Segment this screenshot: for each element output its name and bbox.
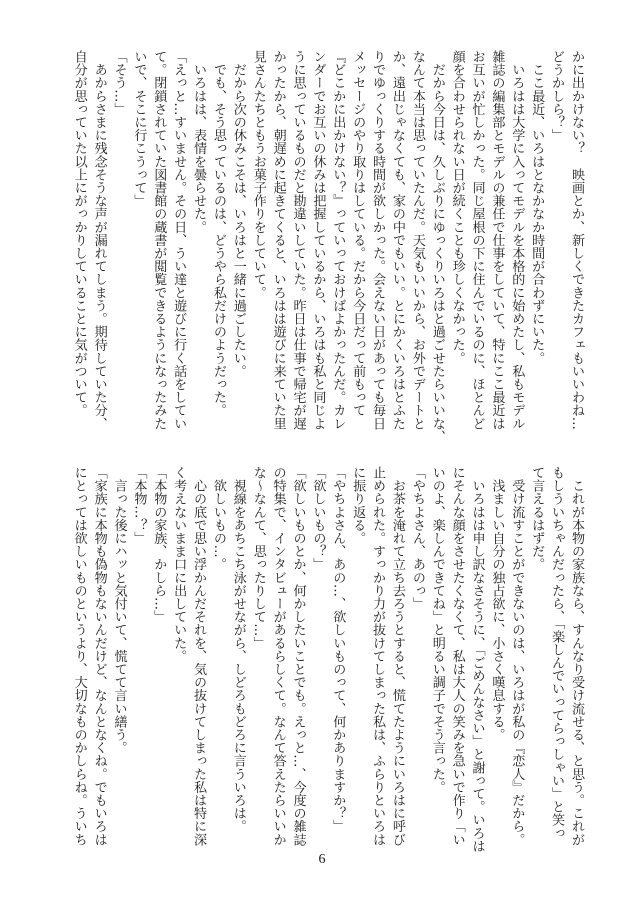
text-line: 止められた。すっかり力が抜けてしまった私は、ふらりといろは bbox=[370, 466, 386, 846]
text-line: にとっては欲しいものというより、大切なものかしらね。ういち bbox=[71, 466, 87, 846]
text-line: いろはは、表情を曇らせた。 bbox=[191, 50, 207, 234]
text-line: 「そう…」 bbox=[111, 50, 127, 116]
text-line: いろはは大学に入ってモデルを本格的に始めたし、私もモデル bbox=[509, 50, 525, 430]
text-line: どうかしら？」 bbox=[549, 50, 565, 142]
text-line: いろはは申し訳なさそうに、「ごめんなさい」と謝って。いろは bbox=[469, 466, 485, 853]
text-line: あからさまに残念そうな声が漏れてしまう。期待していた分、 bbox=[91, 50, 107, 430]
text-line: 「本物…？」 bbox=[131, 466, 147, 545]
text-line: ここ最近、いろはとなかなか時間が合わずにいた。 bbox=[529, 50, 545, 365]
text-line: 浅ましい自分の独占欲に、小さく嘆息する。 bbox=[489, 466, 505, 742]
text-line: て言えるはずだ。 bbox=[529, 466, 545, 571]
text-line: 「欲しいもの？」 bbox=[310, 466, 326, 571]
text-line: 「欲しいものとか、何かしたいことでも。えっと…、今度の雑誌 bbox=[290, 466, 306, 846]
text-line: 言った後にハッと気付いて、慌てて言い繕う。 bbox=[111, 466, 127, 755]
text-line: だから次の休みこそは、いろはと一緒に過ごしたい。 bbox=[230, 50, 246, 378]
text-line: お茶を淹れて立ち去ろうとすると、慌てたようにいろはに呼び bbox=[389, 466, 405, 846]
text-line: 欲しいもの…。 bbox=[210, 466, 226, 571]
text-line: 受け流すことができないのは、いろはが私の『恋人』だから。 bbox=[509, 466, 525, 846]
text-line: 「本物の家族、かしら…」 bbox=[151, 466, 167, 624]
text-line: な～なんて、思ったりして…」 bbox=[250, 466, 266, 650]
text-line: て。閉鎖されていた図書館の蔵書が閲覧できるようになったみた bbox=[151, 50, 167, 430]
text-line: 雑誌の編集部とモデルの兼任で仕事をしていて、特にここ最近は bbox=[489, 50, 505, 430]
text-line: りでゆっくりする時間が欲しかった。会えない日があっても毎日 bbox=[370, 50, 386, 430]
text-line: 『どこかに出かけない？』っていっておけばよかったんだ。カレ bbox=[330, 50, 346, 430]
text-line: かったから、朝遅めに起きてくると、いろはは遊びに来ていた里 bbox=[270, 50, 286, 430]
text-line: でも、そう思っているのは、どうやら私だけのようだった。 bbox=[210, 50, 226, 417]
text-line: にそんな顔をさせたくなくて、私は大人の笑みを急いで作り「い bbox=[449, 466, 465, 846]
text-line: なんて本当は思っていたんだ。天気もいいから、お外でデートと bbox=[409, 50, 425, 430]
text-line: かに出かけない？ 映画とか、新しくできたカフェもいいわね… bbox=[569, 50, 584, 430]
text-line: お互いが忙しかった。同じ屋根の下に住んでいるのに、ほとんど bbox=[469, 50, 485, 430]
text-line: もしういちゃんだったら、「楽しんでいってらっしゃい」と笑っ bbox=[549, 466, 565, 840]
text-line: いで、そこに行こうって」 bbox=[131, 50, 147, 208]
text-line: に振り返る。 bbox=[350, 466, 366, 545]
text-line: か、遠出じゃなくても、家の中でもいい。とにかくいろはとふた bbox=[389, 50, 405, 430]
text-line: 「家族に本物も偽物もないんだけど、なんとなくね。でもいろは bbox=[91, 466, 107, 846]
text-line: だから今日は、久しぶりにゆっくりいろはと過ごせたらいいな、 bbox=[429, 50, 445, 443]
text-line: 自分が思っていた以上にがっかりしていることに気がついて。 bbox=[71, 50, 87, 417]
text-block-bottom bbox=[68, 466, 586, 853]
text-line: これが本物の家族なら、すんなり受け流せる、と思う。これが bbox=[569, 466, 584, 846]
text-line: うに思っているものだと勘違いしていた。昨日は仕事で帰宅が遅 bbox=[290, 50, 306, 430]
text-line: 心の底で思い浮かんだそれを、気の抜けてしまった私は特に深 bbox=[191, 466, 207, 846]
text-line: 視線をあちこち泳がせながら、しどろもどろに言ういろは。 bbox=[230, 466, 246, 833]
text-line: く考えないまま口に出していた。 bbox=[171, 466, 187, 663]
text-line: いのよ、楽しんできてね」と明るい調子でそう言った。 bbox=[429, 466, 445, 794]
text-line: メッセージのやり取りはしている。だから今日だって前もって bbox=[350, 50, 366, 417]
text-line: 「やちよさん、あの…、欲しいものって、何かありますか？」 bbox=[330, 466, 346, 833]
text-line: 「えっと…すいません。その日、うい達と遊びに行く話をしてい bbox=[171, 50, 187, 430]
text-block-top bbox=[68, 50, 586, 443]
page-number: 6 bbox=[318, 852, 326, 867]
text-line: の特集で、インタビューがあるらしくて。なんて答えたらいいか bbox=[270, 466, 286, 846]
text-line: 「やちよさん、あのっ」 bbox=[409, 466, 425, 611]
text-line: ンダーでお互いの休みは把握しているから、いろはも私と同じよ bbox=[310, 50, 326, 430]
text-line: 見さんたちともうお菓子作りをしていて。 bbox=[250, 50, 266, 299]
text-line: 顔を合わせられない日が続くことも珍しくなかった。 bbox=[449, 50, 465, 365]
